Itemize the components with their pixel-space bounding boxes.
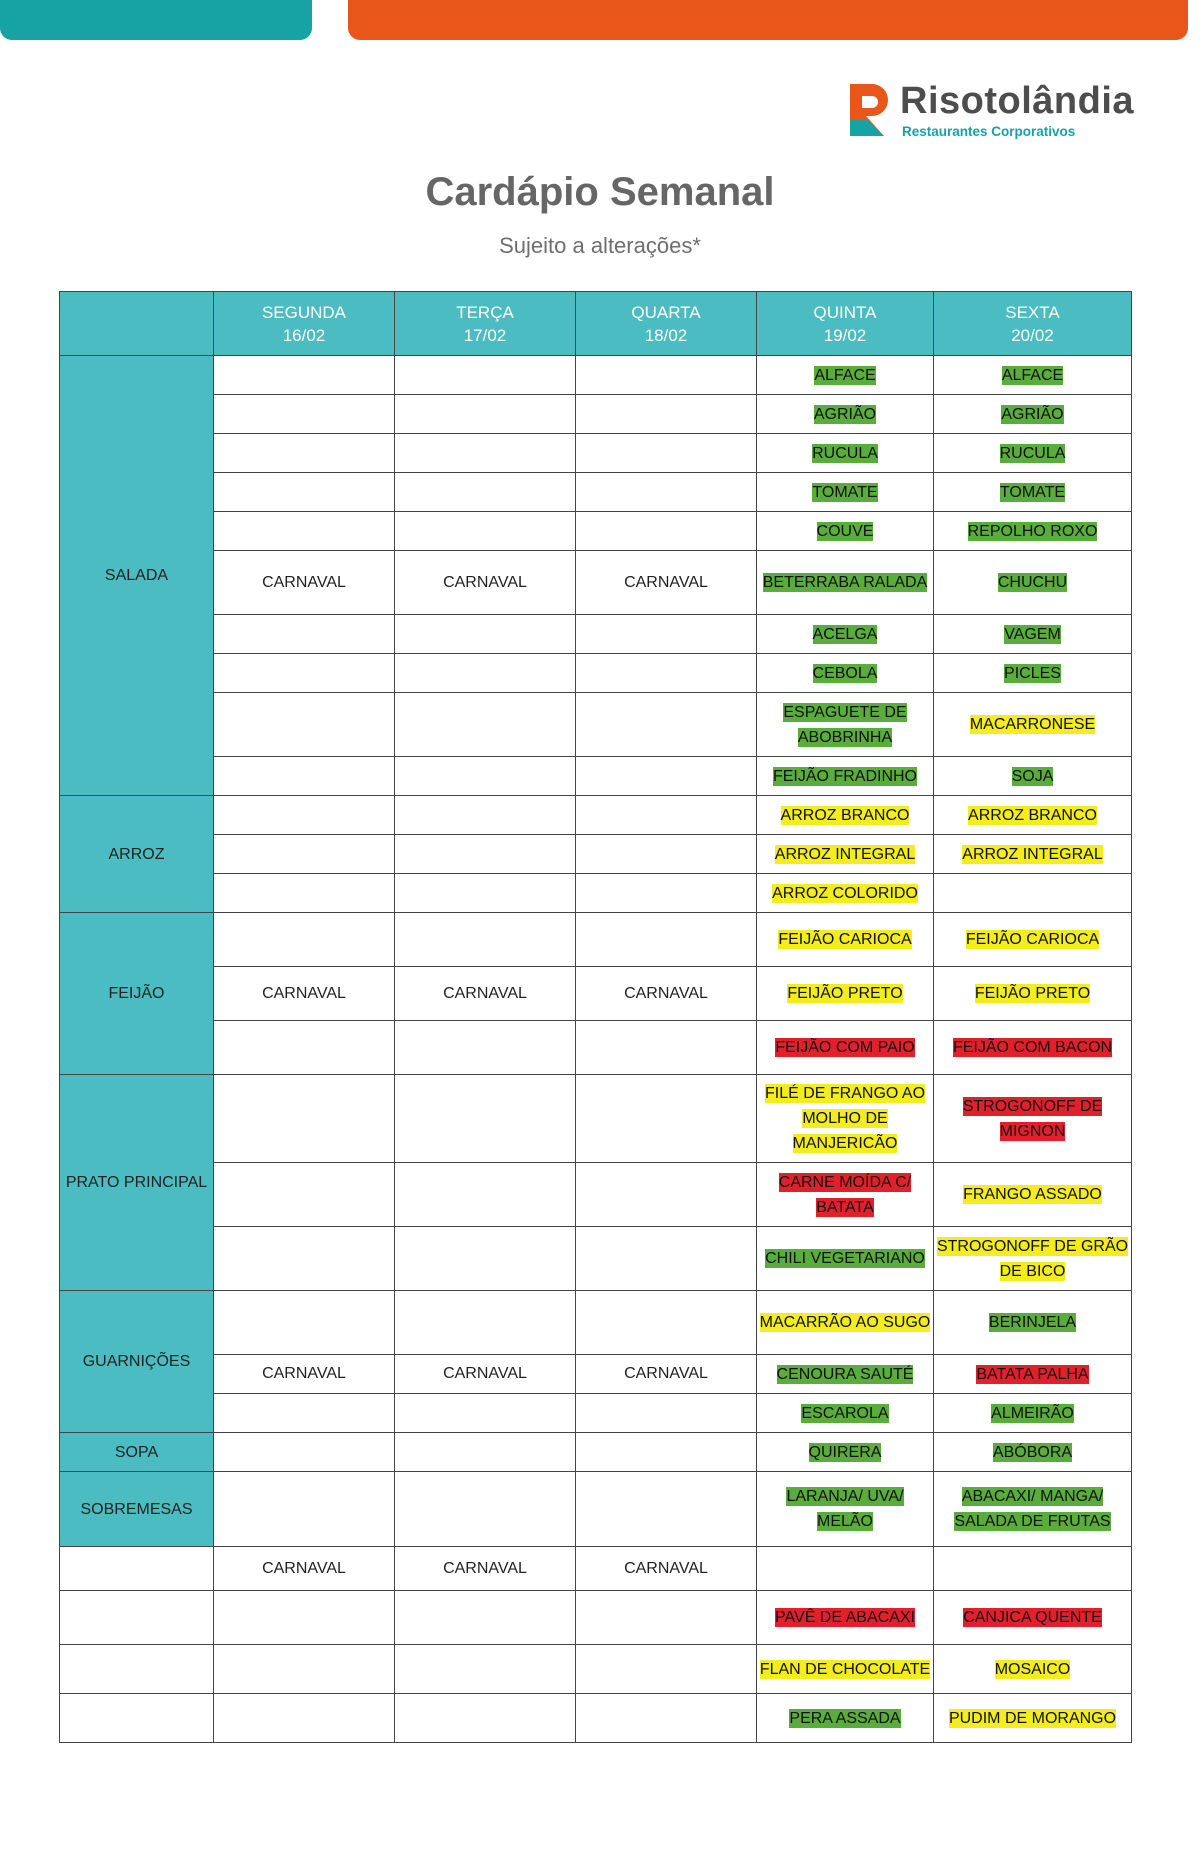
dish-name: FRANGO ASSADO (963, 1186, 1102, 1203)
menu-cell-quarta (576, 1227, 757, 1291)
menu-cell-segunda (214, 1355, 395, 1394)
dish-name: MOSAICO (994, 1660, 1071, 1678)
menu-cell-quinta (757, 1291, 934, 1355)
menu-cell-quinta (757, 1591, 934, 1645)
menu-row-prato-principal (60, 1163, 1132, 1227)
dish-name: FEIJÃO COM PAIO (775, 1039, 915, 1056)
menu-cell-quinta (757, 1433, 934, 1472)
menu-cell-sexta (934, 395, 1132, 434)
menu-row-sobremesas (60, 1694, 1132, 1743)
day-name: QUARTA (631, 302, 701, 322)
menu-cell-terca (395, 1694, 576, 1743)
dish-name: AGRIÃO (1001, 405, 1064, 423)
category-label-prato-principal: PRATO PRINCIPAL (60, 1075, 214, 1291)
menu-cell-quarta (576, 1645, 757, 1694)
menu-cell-quarta (576, 473, 757, 512)
day-date: 16/02 (282, 325, 326, 345)
menu-cell-sexta (934, 654, 1132, 693)
menu-cell-sexta (934, 1547, 1132, 1591)
menu-cell-terca (395, 967, 576, 1021)
brand-tagline: Restaurantes Corporativos (902, 124, 1076, 139)
menu-cell-sexta (934, 1394, 1132, 1433)
menu-cell-segunda (214, 434, 395, 473)
menu-row-guarnicoes (60, 1291, 1132, 1355)
menu-row-arroz (60, 874, 1132, 913)
menu-cell-sexta (934, 1433, 1132, 1472)
day-date: 18/02 (644, 325, 688, 345)
menu-cell-quinta (757, 693, 934, 757)
dish-name: ALFACE (1001, 366, 1064, 384)
menu-cell-quinta (757, 874, 934, 913)
day-header-quarta (576, 292, 757, 356)
menu-row-arroz (60, 796, 1132, 835)
dish-name: CENOURA SAUTÉ (776, 1365, 914, 1383)
menu-cell-terca (395, 356, 576, 395)
dish-name: ABÓBORA (992, 1443, 1073, 1461)
dish-name: MACARRÃO AO SUGO (759, 1314, 931, 1331)
dish-name: SOJA (1011, 767, 1054, 785)
menu-cell-segunda (214, 1394, 395, 1433)
dish-name: REPOLHO ROXO (967, 522, 1098, 540)
menu-row-feijao (60, 913, 1132, 967)
menu-row-prato-principal (60, 1227, 1132, 1291)
menu-cell-segunda (214, 874, 395, 913)
menu-cell-quarta (576, 874, 757, 913)
dish-name: ARROZ INTEGRAL (962, 845, 1103, 863)
menu-cell-sexta (934, 1021, 1132, 1075)
menu-cell-sexta (934, 1694, 1132, 1743)
menu-cell-sexta (934, 473, 1132, 512)
menu-cell-terca (395, 796, 576, 835)
menu-row-salada (60, 473, 1132, 512)
menu-cell-quarta (576, 835, 757, 874)
menu-cell-terca (395, 1355, 576, 1394)
day-header-terca (395, 292, 576, 356)
menu-cell-quarta (576, 1694, 757, 1743)
menu-cell-segunda (214, 693, 395, 757)
dish-name: FEIJÃO PRETO (974, 985, 1091, 1002)
menu-cell-quinta (757, 512, 934, 551)
menu-cell-quinta (757, 1227, 934, 1291)
category-label-salada: SALADA (60, 356, 214, 796)
category-empty-cell (60, 1645, 214, 1694)
menu-cell-terca (395, 835, 576, 874)
menu-cell-sexta (934, 967, 1132, 1021)
menu-cell-quinta (757, 395, 934, 434)
dish-name: MACARRONESE (969, 716, 1096, 733)
menu-cell-sexta (934, 615, 1132, 654)
day-header-segunda (214, 292, 395, 356)
page-subtitle: Sujeito a alterações* (499, 233, 701, 258)
dish-name: CEBOLA (812, 664, 878, 682)
menu-cell-sexta (934, 835, 1132, 874)
menu-cell-sexta (934, 1645, 1132, 1694)
menu-cell-segunda (214, 1163, 395, 1227)
menu-cell-quarta (576, 654, 757, 693)
menu-cell-segunda (214, 1547, 395, 1591)
day-name: QUINTA (813, 302, 877, 322)
category-label-sobremesas: SOBREMESAS (60, 1472, 214, 1547)
dish-name: PUDIM DE MORANGO (948, 1709, 1117, 1727)
holiday-label: CARNAVAL (624, 984, 708, 1002)
day-header-row (60, 292, 1132, 356)
menu-row-sobremesas (60, 1591, 1132, 1645)
menu-cell-segunda (214, 615, 395, 654)
menu-cell-terca (395, 1021, 576, 1075)
menu-cell-segunda (214, 1694, 395, 1743)
menu-cell-terca (395, 1291, 576, 1355)
menu-cell-segunda (214, 395, 395, 434)
menu-cell-quarta (576, 693, 757, 757)
menu-cell-segunda (214, 913, 395, 967)
menu-cell-terca (395, 1163, 576, 1227)
menu-cell-quarta (576, 913, 757, 967)
menu-cell-segunda (214, 551, 395, 615)
category-label-guarnicoes: GUARNIÇÕES (60, 1291, 214, 1433)
menu-cell-segunda (214, 1591, 395, 1645)
dish-name: PERA ASSADA (789, 1709, 901, 1727)
menu-cell-quinta (757, 615, 934, 654)
menu-cell-terca (395, 473, 576, 512)
dish-name: CANJICA QUENTE (963, 1609, 1102, 1626)
menu-cell-quarta (576, 1472, 757, 1547)
dish-name: QUIRERA (808, 1443, 882, 1461)
menu-cell-segunda (214, 1075, 395, 1163)
menu-cell-terca (395, 1645, 576, 1694)
menu-row-sobremesas (60, 1472, 1132, 1547)
dish-name: AGRIÃO (813, 405, 877, 423)
dish-name: BATATA PALHA (976, 1365, 1089, 1383)
menu-cell-quarta (576, 1394, 757, 1433)
menu-cell-quarta (576, 1291, 757, 1355)
dish-name: FILÉ DE FRANGO AO MOLHO DE MANJERICÃO (764, 1085, 926, 1152)
menu-cell-quinta (757, 1355, 934, 1394)
menu-cell-quarta (576, 1075, 757, 1163)
day-name: TERÇA (456, 302, 514, 322)
menu-cell-quinta (757, 1163, 934, 1227)
menu-cell-sexta (934, 1227, 1132, 1291)
day-date: 17/02 (463, 325, 507, 345)
category-label-feijao: FEIJÃO (60, 913, 214, 1075)
holiday-label: CARNAVAL (443, 984, 527, 1002)
dish-name: ARROZ INTEGRAL (774, 845, 916, 863)
menu-cell-quinta (757, 796, 934, 835)
brand-name: Risotolândia (900, 80, 1135, 122)
category-label-sopa: SOPA (60, 1433, 214, 1472)
top-teal-bar (0, 0, 312, 40)
menu-cell-sexta (934, 913, 1132, 967)
dish-name: CHILI VEGETARIANO (765, 1250, 925, 1267)
menu-cell-sexta (934, 693, 1132, 757)
menu-cell-quarta (576, 1021, 757, 1075)
dish-name: CARNE MOÍDA C/ BATATA (778, 1173, 912, 1216)
holiday-label: CARNAVAL (624, 573, 708, 591)
dish-name: ALMEIRÃO (991, 1404, 1074, 1422)
menu-cell-sexta (934, 551, 1132, 615)
dish-name: RUCULA (999, 444, 1066, 462)
dish-name: ARROZ COLORIDO (772, 884, 918, 902)
menu-cell-quarta (576, 356, 757, 395)
menu-cell-segunda (214, 1291, 395, 1355)
dish-name: STROGONOFF DE MIGNON (962, 1097, 1103, 1140)
menu-cell-segunda (214, 835, 395, 874)
day-date: 20/02 (1011, 325, 1054, 345)
menu-cell-quarta (576, 967, 757, 1021)
menu-cell-quinta (757, 1075, 934, 1163)
menu-cell-terca (395, 913, 576, 967)
menu-cell-quarta (576, 796, 757, 835)
day-header-sexta (934, 292, 1132, 356)
dish-name: COUVE (816, 522, 874, 540)
menu-cell-terca (395, 1394, 576, 1433)
menu-cell-sexta (934, 757, 1132, 796)
menu-cell-segunda (214, 654, 395, 693)
menu-cell-quarta (576, 1163, 757, 1227)
menu-row-sopa (60, 1433, 1132, 1472)
dish-name: LARANJA/ UVA/ MELÃO (786, 1488, 904, 1530)
menu-body (60, 356, 1132, 1743)
menu-cell-terca (395, 693, 576, 757)
day-date: 19/02 (823, 325, 867, 345)
menu-cell-quinta (757, 757, 934, 796)
menu-cell-sexta (934, 434, 1132, 473)
menu-cell-segunda (214, 1227, 395, 1291)
dish-name: TOMATE (999, 483, 1066, 501)
menu-row-salada (60, 693, 1132, 757)
menu-row-salada (60, 757, 1132, 796)
dish-name: PICLES (1004, 664, 1061, 682)
dish-name: FEIJÃO PRETO (787, 985, 903, 1002)
menu-table (59, 291, 1132, 1743)
holiday-label: CARNAVAL (262, 573, 346, 591)
menu-cell-segunda (214, 1021, 395, 1075)
menu-cell-terca (395, 654, 576, 693)
menu-row-guarnicoes (60, 1355, 1132, 1394)
menu-cell-quinta (757, 1694, 934, 1743)
dish-name: FEIJÃO FRADINHO (772, 767, 917, 785)
menu-cell-terca (395, 1591, 576, 1645)
menu-cell-terca (395, 434, 576, 473)
menu-cell-quinta (757, 654, 934, 693)
dish-name: ALFACE (814, 366, 876, 384)
menu-cell-quarta (576, 615, 757, 654)
dish-name: ABACAXI/ MANGA/ SALADA DE FRUTAS (954, 1488, 1111, 1530)
menu-cell-segunda (214, 1645, 395, 1694)
category-empty-cell (60, 1591, 214, 1645)
menu-cell-quarta (576, 434, 757, 473)
dish-name: ARROZ BRANCO (968, 806, 1097, 824)
holiday-label: CARNAVAL (624, 1365, 708, 1382)
dish-name: ESCAROLA (801, 1404, 889, 1422)
day-name: SEXTA (1005, 302, 1060, 322)
menu-cell-sexta (934, 1163, 1132, 1227)
menu-cell-quinta (757, 1547, 934, 1591)
menu-row-feijao (60, 967, 1132, 1021)
menu-cell-quinta (757, 967, 934, 1021)
menu-cell-sexta (934, 796, 1132, 835)
dish-name: RUCULA (812, 444, 878, 462)
menu-cell-quarta (576, 551, 757, 615)
day-header-quinta (757, 292, 934, 356)
menu-cell-terca (395, 1472, 576, 1547)
category-label-arroz: ARROZ (60, 796, 214, 913)
menu-row-salada (60, 615, 1132, 654)
menu-cell-quinta (757, 1645, 934, 1694)
dish-name: CHUCHU (997, 574, 1068, 591)
menu-cell-quarta (576, 512, 757, 551)
menu-cell-terca (395, 757, 576, 796)
menu-cell-terca (395, 1547, 576, 1591)
menu-row-salada (60, 654, 1132, 693)
risotolandia-logo-icon (848, 82, 890, 138)
menu-cell-sexta (934, 512, 1132, 551)
menu-cell-quinta (757, 1394, 934, 1433)
menu-cell-segunda (214, 356, 395, 395)
dish-name: FEIJÃO CARIOCA (965, 931, 1100, 948)
top-orange-bar (348, 0, 1188, 40)
menu-cell-quinta (757, 434, 934, 473)
menu-cell-quinta (757, 1021, 934, 1075)
dish-name: FEIJÃO COM BACON (952, 1039, 1113, 1056)
holiday-label: CARNAVAL (262, 1365, 346, 1382)
menu-row-salada (60, 512, 1132, 551)
menu-cell-quarta (576, 1355, 757, 1394)
menu-cell-sexta (934, 874, 1132, 913)
dish-name: BERINJELA (988, 1314, 1077, 1331)
dish-name: PAVÊ DE ABACAXI (775, 1609, 915, 1626)
menu-cell-segunda (214, 1433, 395, 1472)
brand-logo (848, 80, 1148, 142)
holiday-label: CARNAVAL (443, 573, 527, 591)
holiday-label: CARNAVAL (262, 984, 346, 1002)
menu-cell-segunda (214, 473, 395, 512)
menu-cell-terca (395, 512, 576, 551)
holiday-label: CARNAVAL (624, 1559, 708, 1577)
dish-name: BETERRABA RALADA (762, 574, 928, 591)
day-name: SEGUNDA (261, 302, 347, 322)
holiday-label: CARNAVAL (443, 1559, 527, 1577)
category-empty-cell (60, 1694, 214, 1743)
menu-cell-quinta (757, 835, 934, 874)
dish-name: FLAN DE CHOCOLATE (759, 1660, 931, 1678)
menu-row-sobremesas (60, 1547, 1132, 1591)
dish-name: ARROZ BRANCO (780, 806, 910, 824)
menu-row-guarnicoes (60, 1394, 1132, 1433)
menu-cell-sexta (934, 1291, 1132, 1355)
menu-cell-terca (395, 615, 576, 654)
menu-cell-terca (395, 874, 576, 913)
menu-cell-terca (395, 1075, 576, 1163)
menu-cell-sexta (934, 1075, 1132, 1163)
menu-cell-segunda (214, 1472, 395, 1547)
menu-cell-quinta (757, 473, 934, 512)
menu-row-salada (60, 356, 1132, 395)
menu-cell-terca (395, 551, 576, 615)
dish-name: STROGONOFF DE GRÃO DE BICO (936, 1237, 1129, 1280)
menu-cell-sexta (934, 1472, 1132, 1547)
menu-row-salada (60, 434, 1132, 473)
menu-cell-quarta (576, 1591, 757, 1645)
dish-name: TOMATE (812, 483, 878, 501)
menu-cell-quinta (757, 356, 934, 395)
holiday-label: CARNAVAL (262, 1559, 346, 1577)
menu-row-arroz (60, 835, 1132, 874)
menu-cell-segunda (214, 967, 395, 1021)
menu-row-sobremesas (60, 1645, 1132, 1694)
menu-cell-segunda (214, 512, 395, 551)
page-title: Cardápio Semanal (425, 170, 775, 214)
dish-name: FEIJÃO CARIOCA (778, 931, 912, 948)
menu-cell-quarta (576, 1433, 757, 1472)
menu-cell-terca (395, 1433, 576, 1472)
menu-cell-quarta (576, 395, 757, 434)
dish-name: VAGEM (1004, 625, 1061, 643)
holiday-label: CARNAVAL (443, 1365, 527, 1382)
menu-cell-quinta (757, 1472, 934, 1547)
menu-cell-segunda (214, 757, 395, 796)
header-corner (60, 292, 214, 356)
menu-cell-sexta (934, 1355, 1132, 1394)
menu-row-prato-principal (60, 1075, 1132, 1163)
menu-cell-sexta (934, 356, 1132, 395)
dish-name: ACELGA (812, 625, 878, 643)
menu-row-feijao (60, 1021, 1132, 1075)
menu-cell-quarta (576, 757, 757, 796)
category-empty-cell (60, 1547, 214, 1591)
dish-name: ESPAGUETE DE ABOBRINHA (783, 703, 907, 746)
menu-row-salada (60, 551, 1132, 615)
menu-cell-quinta (757, 913, 934, 967)
menu-cell-quinta (757, 551, 934, 615)
menu-cell-quarta (576, 1547, 757, 1591)
menu-cell-segunda (214, 796, 395, 835)
menu-cell-terca (395, 395, 576, 434)
menu-row-salada (60, 395, 1132, 434)
menu-cell-terca (395, 1227, 576, 1291)
menu-cell-sexta (934, 1591, 1132, 1645)
